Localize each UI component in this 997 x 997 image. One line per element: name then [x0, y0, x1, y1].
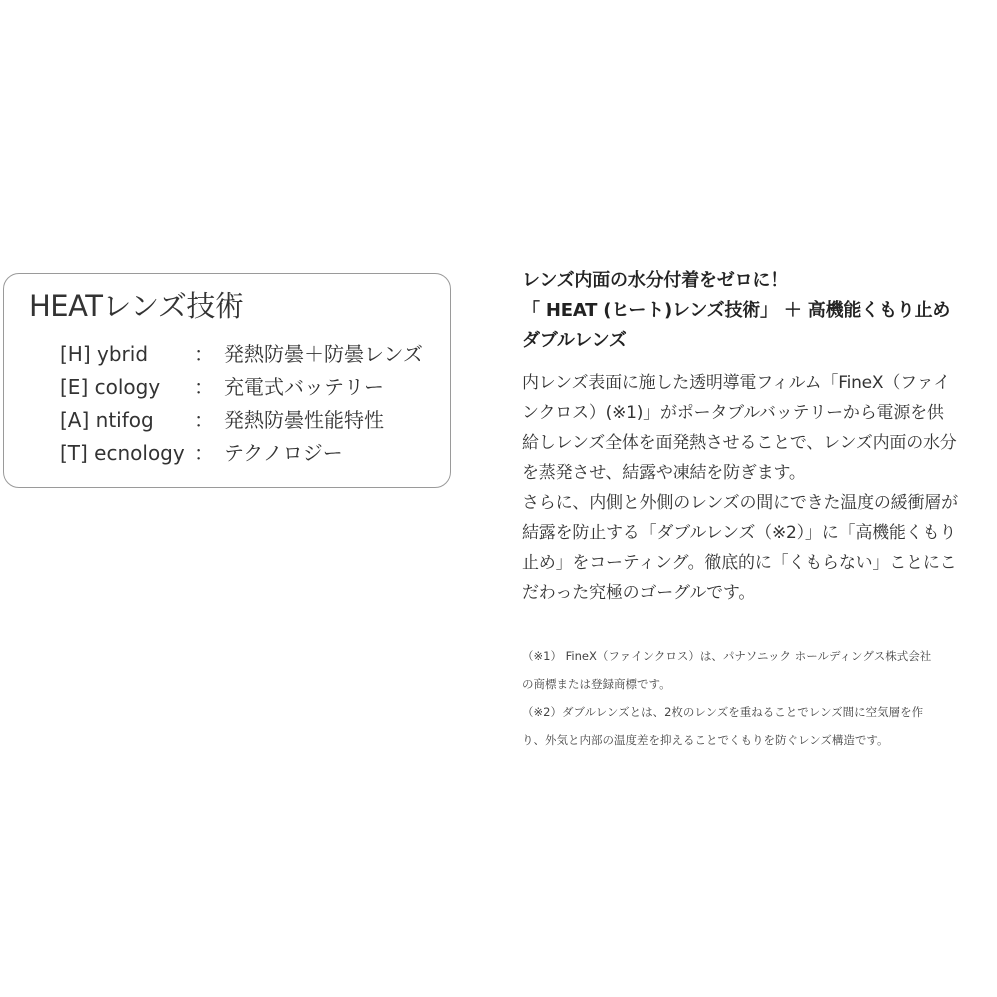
heat-row-term: [E] cology: [60, 375, 161, 399]
heat-row-term: [A] ntifog: [60, 408, 154, 432]
headline-line: ダブルレンズ: [522, 330, 627, 351]
heat-row-description: 発熱防曇＋防曇レンズ: [224, 342, 423, 366]
heat-row-colon: ：: [194, 342, 214, 366]
footnotes: [522, 642, 990, 754]
body-line: 結露を防止する「ダブルレンズ（※2）」に「高機能くもり: [522, 523, 957, 543]
heat-row-description: 充電式バッテリー: [224, 375, 384, 399]
heat-row-colon: ：: [194, 408, 214, 432]
heat-box-title: HEATレンズ技術: [29, 289, 244, 323]
product-description: [522, 266, 990, 754]
body-line: 止め」をコーティング。徹底的に「くもらない」ことにこ: [522, 553, 957, 573]
heat-row-description: テクノロジー: [224, 441, 343, 465]
heat-row-colon: ：: [194, 441, 214, 465]
body-line: 内レンズ表面に施した透明導電フィルム「FineX（ファイ: [522, 373, 951, 393]
headline: [522, 266, 990, 356]
footnote-line: （※2）ダブルレンズとは、2枚のレンズを重ねることでレンズ間に空気層を作: [522, 705, 924, 719]
body-line: 給しレンズ全体を面発熱させることで、レンズ内面の水分: [522, 433, 957, 453]
headline-line: レンズ内面の水分付着をゼロに！: [522, 270, 789, 291]
body-line: さらに、内側と外側のレンズの間にできた温度の緩衝層が: [522, 493, 958, 513]
body-text: [522, 368, 990, 608]
body-line: を蒸発させ、結露や凍結を防ぎます。: [522, 463, 806, 483]
body-line: ンクロス）(※1)」がポータブルバッテリーから電源を供: [522, 403, 944, 423]
heat-row-term: [T] ecnology: [60, 441, 185, 465]
headline-line: 「 HEAT (ヒート)レンズ技術」 ＋ 高機能くもり止め: [522, 300, 951, 321]
footnote-line: の商標または登録商標です。: [522, 677, 671, 691]
heat-row-colon: ：: [194, 375, 214, 399]
heat-row-term: [H] ybrid: [60, 342, 149, 366]
body-line: だわった究極のゴーグルです。: [522, 583, 756, 603]
footnote-line: り、外気と内部の温度差を抑えることでくもりを防ぐレンズ構造です。: [522, 733, 889, 747]
heat-technology-box: [3, 273, 451, 488]
heat-row-description: 発熱防曇性能特性: [224, 408, 384, 432]
footnote-line: （※1） FineX（ファインクロス）は、パナソニック ホールディングス株式会社: [522, 649, 932, 663]
